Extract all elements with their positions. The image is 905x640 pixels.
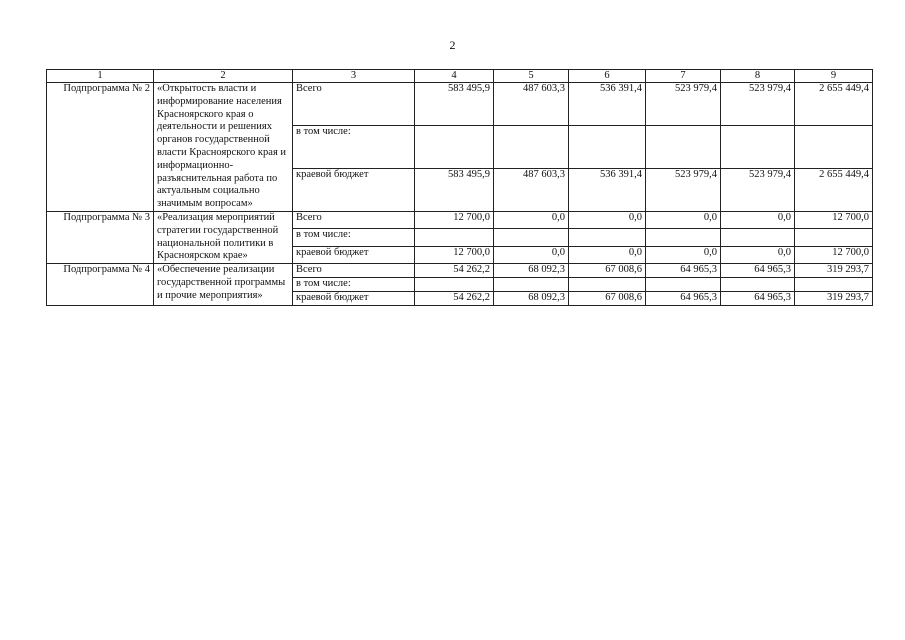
- amount-cell: [415, 277, 494, 291]
- header-cell: 3: [293, 70, 415, 83]
- amount-cell: 0,0: [569, 211, 646, 228]
- amount-cell: 319 293,7: [795, 264, 873, 278]
- amount-cell: 68 092,3: [494, 264, 569, 278]
- amount-cell: [721, 277, 795, 291]
- amount-cell: 54 262,2: [415, 264, 494, 278]
- amount-cell: 67 008,6: [569, 264, 646, 278]
- amount-cell: [415, 229, 494, 246]
- amount-cell: 0,0: [646, 246, 721, 263]
- amount-cell: 12 700,0: [795, 246, 873, 263]
- table-row: [47, 211, 873, 228]
- funding-source: в том числе:: [293, 277, 415, 291]
- amount-cell: 64 965,3: [646, 291, 721, 305]
- amount-cell: [646, 125, 721, 168]
- header-cell: 5: [494, 70, 569, 83]
- amount-cell: 523 979,4: [721, 168, 795, 211]
- amount-cell: 523 979,4: [646, 83, 721, 126]
- amount-cell: [795, 229, 873, 246]
- subprogram-description: «Обеспечение реализации государственной программы и прочие мероприятия»: [154, 264, 293, 305]
- header-cell: 4: [415, 70, 494, 83]
- amount-cell: [415, 125, 494, 168]
- amount-cell: 12 700,0: [415, 211, 494, 228]
- amount-cell: 2 655 449,4: [795, 83, 873, 126]
- amount-cell: [795, 125, 873, 168]
- amount-cell: 67 008,6: [569, 291, 646, 305]
- amount-cell: 2 655 449,4: [795, 168, 873, 211]
- funding-source: краевой бюджет: [293, 168, 415, 211]
- amount-cell: 68 092,3: [494, 291, 569, 305]
- amount-cell: 64 965,3: [721, 291, 795, 305]
- amount-cell: [494, 277, 569, 291]
- table-row: [47, 83, 873, 126]
- header-cell: 2: [154, 70, 293, 83]
- amount-cell: 319 293,7: [795, 291, 873, 305]
- budget-table: [46, 69, 873, 306]
- amount-cell: [494, 229, 569, 246]
- amount-cell: 0,0: [721, 211, 795, 228]
- funding-source: Всего: [293, 83, 415, 126]
- amount-cell: 54 262,2: [415, 291, 494, 305]
- amount-cell: 0,0: [494, 246, 569, 263]
- funding-source: в том числе:: [293, 125, 415, 168]
- amount-cell: 523 979,4: [646, 168, 721, 211]
- amount-cell: [721, 125, 795, 168]
- amount-cell: 523 979,4: [721, 83, 795, 126]
- header-cell: 6: [569, 70, 646, 83]
- amount-cell: [646, 229, 721, 246]
- amount-cell: 12 700,0: [795, 211, 873, 228]
- amount-cell: [569, 125, 646, 168]
- subprogram-label: Подпрограмма № 2: [47, 83, 154, 212]
- amount-cell: 0,0: [646, 211, 721, 228]
- subprogram-label: Подпрограмма № 3: [47, 211, 154, 263]
- amount-cell: 487 603,3: [494, 83, 569, 126]
- amount-cell: 64 965,3: [646, 264, 721, 278]
- amount-cell: [494, 125, 569, 168]
- amount-cell: [795, 277, 873, 291]
- funding-source: Всего: [293, 264, 415, 278]
- funding-source: в том числе:: [293, 229, 415, 246]
- amount-cell: 583 495,9: [415, 83, 494, 126]
- amount-cell: 536 391,4: [569, 168, 646, 211]
- amount-cell: 0,0: [494, 211, 569, 228]
- amount-cell: 583 495,9: [415, 168, 494, 211]
- header-row: [47, 70, 873, 83]
- amount-cell: 487 603,3: [494, 168, 569, 211]
- amount-cell: [646, 277, 721, 291]
- subprogram-description: «Реализация мероприятий стратегии государственной национальной политики в Красноярском крае»: [154, 211, 293, 263]
- header-cell: 1: [47, 70, 154, 83]
- funding-source: Всего: [293, 211, 415, 228]
- amount-cell: 0,0: [721, 246, 795, 263]
- amount-cell: 0,0: [569, 246, 646, 263]
- amount-cell: [569, 229, 646, 246]
- subprogram-description: «Открытость власти и информирование населения Красноярского края о деятельности и решениях органов государственной власти Красноярского края и информационно-разъяснительная работа по актуальным социально значимым вопросам»: [154, 83, 293, 212]
- table-row: [47, 264, 873, 278]
- header-cell: 9: [795, 70, 873, 83]
- amount-cell: 536 391,4: [569, 83, 646, 126]
- subprogram-label: Подпрограмма № 4: [47, 264, 154, 305]
- amount-cell: [569, 277, 646, 291]
- amount-cell: 64 965,3: [721, 264, 795, 278]
- funding-source: краевой бюджет: [293, 291, 415, 305]
- amount-cell: 12 700,0: [415, 246, 494, 263]
- header-cell: 8: [721, 70, 795, 83]
- funding-source: краевой бюджет: [293, 246, 415, 263]
- header-cell: 7: [646, 70, 721, 83]
- amount-cell: [721, 229, 795, 246]
- page-number: 2: [449, 38, 456, 52]
